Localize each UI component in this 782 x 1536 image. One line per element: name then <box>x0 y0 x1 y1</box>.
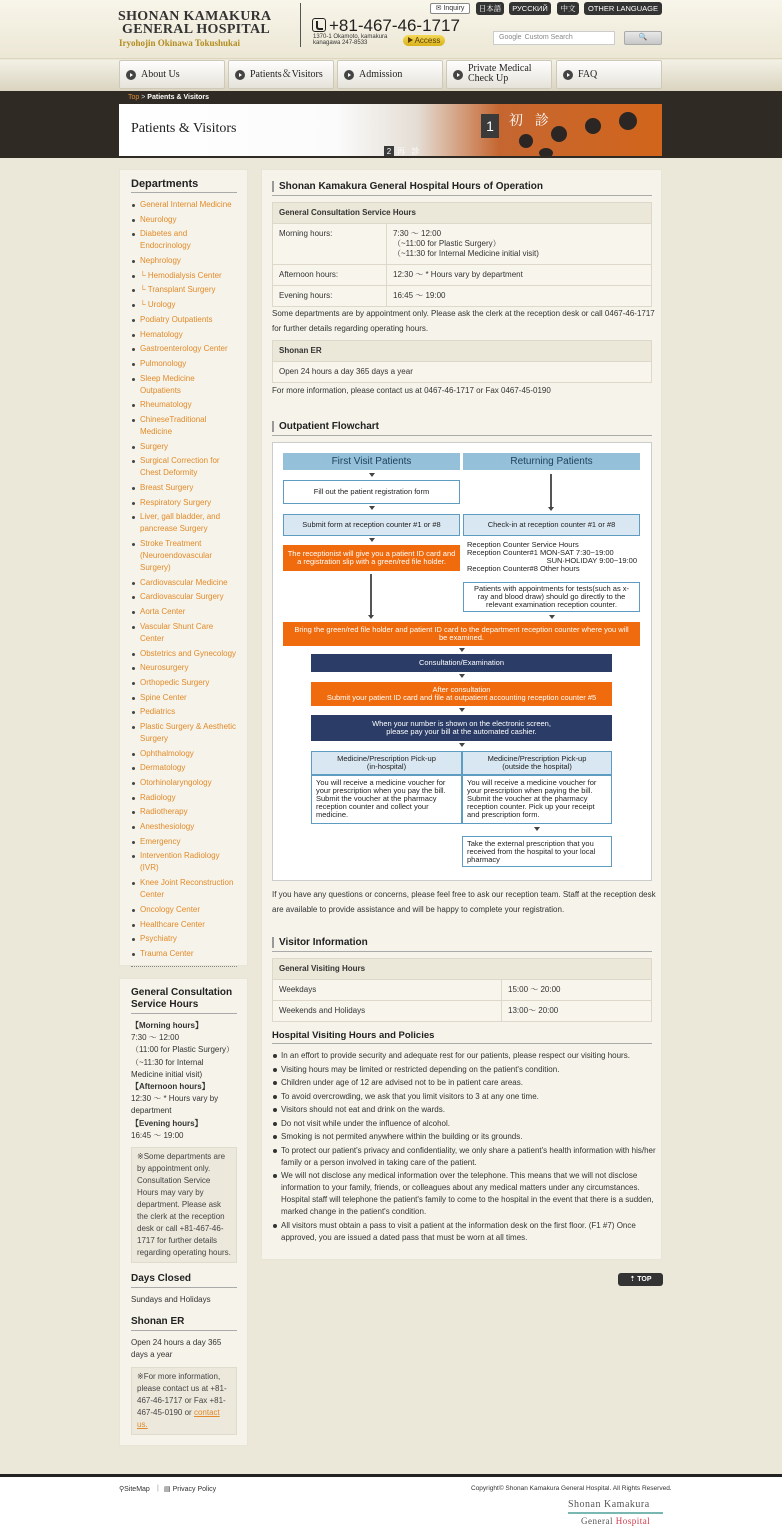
morning-note1: （~11:00 for Plastic Surgery） <box>393 239 501 248</box>
page-title: Patients & Visitors <box>131 121 237 136</box>
lang-other[interactable]: OTHER LANGUAGE <box>584 2 662 15</box>
search-placeholder: Custom Search <box>524 34 573 41</box>
pickup-out-text: You will receive a medicine voucher for your prescription when paying the bill. Submit the voucher at the pharmacy reception counter. Pick up your receipt and prescription form. <box>462 775 612 824</box>
page-banner <box>0 91 782 158</box>
departments-box <box>119 169 248 966</box>
er-note-text: ※For more information, please contact us at +81-467-46-1717 or Fax +81-467-45-0190 or <box>137 1371 227 1417</box>
nav-admission[interactable] <box>337 60 443 89</box>
er-text: Open 24 hours a day 365 days a year <box>131 1338 222 1360</box>
table-row <box>273 224 652 265</box>
department-link[interactable]: Liver, gall bladder, and pancrease Surgery <box>131 511 237 535</box>
search-brand: Google <box>499 34 522 41</box>
pay-bill-line1: When your number is shown on the electronic screen, <box>372 719 551 728</box>
arrow-down-icon <box>459 708 465 712</box>
arrow-down-icon <box>369 538 375 542</box>
visitor-section-title: Visitor Information <box>272 937 652 948</box>
department-link[interactable]: Orthopedic Surgery <box>131 677 237 689</box>
department-link[interactable]: Aorta Center <box>131 606 237 618</box>
department-link[interactable]: Trauma Center <box>131 948 237 960</box>
policy-item: To avoid overcrowding, we ask that you limit visitors to 3 at any one time. <box>272 1091 656 1103</box>
nav-label <box>468 64 532 84</box>
sitemap-icon: ⚲ <box>119 1486 125 1493</box>
afternoon-time: 12:30 ～ * Hours vary by department <box>131 1094 219 1116</box>
fill-form-box: Fill out the patient registration form <box>283 480 460 504</box>
weekends-value: 13:00～ 20:00 <box>502 1001 652 1022</box>
policy-item: Smoking is not permited anywhere within the building or its grounds. <box>272 1131 656 1143</box>
morning-note1: （11:00 for Plastic Surgery） <box>131 1045 235 1055</box>
site-footer <box>0 1474 782 1536</box>
department-link[interactable]: Obstetrics and Gynecology <box>131 648 237 660</box>
receptionist-box: The receptionist will give you a patient ID card and a registration slip with a green/red file holder. <box>283 545 460 571</box>
nav-label-line1: Private Medical <box>468 63 532 74</box>
departments-list <box>131 199 237 960</box>
back-to-top-button[interactable] <box>618 1273 663 1286</box>
department-link[interactable]: Otorhinolaryngology <box>131 777 237 789</box>
table-row <box>273 980 652 1001</box>
sign-number-2: 2 <box>384 146 394 156</box>
appointment-note: Some departments are by appointment only. Please ask the clerk at the reception desk or call 0467-46-1717 for further details regarding operating hours. <box>272 309 655 333</box>
header-divider <box>300 3 301 47</box>
arrow-down-icon <box>459 674 465 678</box>
department-link[interactable]: Healthcare Center <box>131 919 237 931</box>
department-link[interactable]: └ Hemodialysis Center <box>131 270 237 282</box>
main-content <box>261 169 662 1260</box>
department-link[interactable]: Oncology Center <box>131 904 237 916</box>
department-link[interactable]: └ Urology <box>131 299 237 311</box>
ceiling-light <box>539 148 553 156</box>
table-row <box>273 362 652 383</box>
pickup-in-text: You will receive a medicine voucher for your prescription when you pay the bill. Submit the voucher at the pharmacy reception counter and collect your medicine. <box>311 775 462 824</box>
site-header <box>0 0 782 59</box>
afternoon-label-cell: Afternoon hours: <box>273 265 387 286</box>
arrow-down-icon <box>459 648 465 652</box>
pickup-out-line2: (outside the hospital) <box>502 762 572 771</box>
checkin-box: Check-in at reception counter #1 or #8 <box>463 514 640 536</box>
inquiry-button[interactable] <box>430 3 470 14</box>
nav-label: FAQ <box>578 69 598 80</box>
arrow-down-icon <box>459 743 465 747</box>
table-row <box>273 265 652 286</box>
department-link[interactable]: Knee Joint Reconstruction Center <box>131 877 237 901</box>
lang-russian[interactable]: РУССКИЙ <box>509 2 551 15</box>
submit-form-box: Submit form at reception counter #1 or #8 <box>283 514 460 536</box>
department-link[interactable]: General Internal Medicine <box>131 199 237 211</box>
department-link[interactable]: Cardiovascular Medicine <box>131 577 237 589</box>
arrow-circle-icon <box>563 70 573 80</box>
evening-time: 16:45 ～ 19:00 <box>131 1130 184 1140</box>
policies-list <box>272 1050 656 1245</box>
inquiry-label: Inquiry <box>443 5 465 12</box>
nav-label: Admission <box>359 69 403 80</box>
policies-title: Hospital Visiting Hours and Policies <box>272 1030 652 1044</box>
contact-us-link[interactable]: contact us. <box>137 1407 220 1429</box>
er-table <box>272 340 652 383</box>
external-pharmacy-box: Take the external prescription that you received from the hospital to your local pharmacy <box>462 836 612 867</box>
department-link[interactable]: Dermatology <box>131 762 237 774</box>
weekends-label: Weekends and Holidays <box>273 1001 502 1022</box>
contact-text: For more information, please contact us at 0467-46-1717 or Fax 0467-45-0190 <box>272 386 551 395</box>
department-link[interactable]: Neurosurgery <box>131 662 237 674</box>
ceiling-light <box>585 118 601 134</box>
morning-note2: （~11:30 for Internal Medicine initial visit) <box>393 249 539 258</box>
nav-faq[interactable] <box>556 60 662 89</box>
breadcrumb-top-link[interactable]: Top <box>128 94 140 101</box>
evening-label-cell: Evening hours: <box>273 286 387 307</box>
pickup-in-line1: Medicine/Prescription Pick-up <box>337 754 436 763</box>
policy-item: Children under age of 12 are advised not to be in patient care areas. <box>272 1077 656 1089</box>
morning-value-cell <box>387 224 652 265</box>
counter-hours-line2: Reception Counter#1 MON-SAT 7:30~19:00 <box>467 548 614 557</box>
nav-label-line2: Check Up <box>468 73 509 84</box>
up-arrow-icon: ⇡ <box>629 1276 636 1283</box>
evening-value-cell: 16:45 ～ 19:00 <box>387 286 652 307</box>
nav-patients-visitors[interactable] <box>228 60 334 89</box>
dotted-divider <box>131 966 237 967</box>
sitemap-label: SiteMap <box>124 1486 150 1493</box>
arrow-down-icon <box>548 507 554 511</box>
department-link[interactable]: Ophthalmology <box>131 748 237 760</box>
policy-item: Do not visit while under the influence of alcohol. <box>272 1118 656 1130</box>
ceiling-light <box>519 134 533 148</box>
policy-item: In an effort to provide security and adequate rest for our patients, please respect our visiting hours. <box>272 1050 656 1062</box>
arrow-down-icon <box>369 473 375 477</box>
address <box>313 34 403 46</box>
counter-hours-box <box>465 540 643 578</box>
sign-text-2: 再 診 <box>397 147 422 156</box>
nav-private-medical-check-up[interactable] <box>446 60 552 89</box>
after-consultation-box <box>311 682 612 706</box>
ceiling-light <box>619 112 637 130</box>
department-link[interactable]: Surgical Correction for Chest Deformity <box>131 455 237 479</box>
address-line1: 1370-1 Okamoto, kamakura <box>313 34 388 40</box>
afternoon-label: 【Afternoon hours】 <box>131 1082 210 1092</box>
flow-line <box>370 574 372 616</box>
department-link[interactable]: Radiotherapy <box>131 806 237 818</box>
flowchart-note: If you have any questions or concerns, please feel free to ask our reception team. Staff at the reception desk are available to provide assistance and will be happy to complete your registration. <box>272 890 656 914</box>
sitemap-link[interactable] <box>119 1485 150 1493</box>
footer-logo-hospital: Hospital <box>615 1516 651 1526</box>
phone-icon <box>312 18 326 32</box>
pay-bill-box <box>311 715 612 741</box>
consultation-box: Consultation/Examination <box>311 654 612 672</box>
er-title: Shonan ER <box>131 1316 237 1331</box>
pay-bill-line2: please pay your bill at the automated cashier. <box>386 727 537 736</box>
days-closed-title: Days Closed <box>131 1273 237 1288</box>
hours-box <box>119 978 248 1446</box>
banner-image <box>119 104 662 156</box>
hours-title: General Consultation Service Hours <box>131 987 237 1014</box>
department-link[interactable]: Rheumatology <box>131 399 237 411</box>
departments-title: Departments <box>131 178 237 193</box>
returning-header: Returning Patients <box>463 453 640 470</box>
department-link[interactable]: Gastroenterology Center <box>131 343 237 355</box>
arrow-circle-icon <box>235 70 245 80</box>
first-visit-header: First Visit Patients <box>283 453 460 470</box>
policy-item: To protect our patient's privacy and confidentiality, we only share a patient's health information with his/her family or a person involved in taking care of the patient. <box>272 1145 656 1169</box>
arrow-circle-icon <box>453 70 463 80</box>
counter-hours-line3: SUN·HOLIDAY 9:00~19:00 <box>546 556 637 565</box>
visiting-table-header: General Visiting Hours <box>273 959 652 980</box>
copyright: Copyright© Shonan Kamakura General Hospital. All Rights Reserved. <box>471 1485 672 1492</box>
footer-divider: | <box>157 1485 159 1492</box>
tests-note-box: Patients with appointments for tests(such as x-ray and blood draw) should go directly to the relevant examination reception counter. <box>463 582 640 612</box>
counter-hours-line4: Reception Counter#8 Other hours <box>467 564 580 573</box>
hours-section-title: Shonan Kamakura General Hospital Hours of Operation <box>272 181 652 192</box>
arrow-down-icon <box>368 615 374 619</box>
department-link[interactable]: Respiratory Surgery <box>131 497 237 509</box>
address-line2: kanagawa 247-8533 <box>313 40 368 46</box>
department-link[interactable]: Psychiatry <box>131 933 237 945</box>
phone-number <box>312 16 460 36</box>
mail-icon: ✉ <box>435 5 442 12</box>
policy-item: All visitors must obtain a pass to visit a patient at the information desk on the first floor. (F1 #7) Once approved, you are issued a dated pass that must be worn at all times. <box>272 1220 656 1244</box>
main-nav <box>0 60 782 91</box>
department-link[interactable]: Stroke Treatment (Neuroendovascular Surgery) <box>131 538 237 574</box>
hospital-logo[interactable] <box>118 11 278 48</box>
morning-note2: （~11:30 for Internal Medicine initial visit) <box>131 1057 204 1079</box>
arrow-down-icon <box>534 827 540 831</box>
privacy-label: Privacy Policy <box>172 1486 217 1493</box>
department-link[interactable]: Surgery <box>131 441 237 453</box>
visiting-hours-table <box>272 958 652 1022</box>
weekdays-value: 15:00 ～ 20:00 <box>502 980 652 1001</box>
arrow-circle-icon <box>126 70 136 80</box>
morning-label-cell: Morning hours: <box>273 224 387 265</box>
footer-logo-line1: Shonan Kamakura <box>568 1499 663 1514</box>
department-link[interactable]: Pulmonology <box>131 358 237 370</box>
pickup-in-line2: (in-hospital) <box>366 762 407 771</box>
bring-holder-box: Bring the green/red file holder and patient ID card to the department reception counter where you will be examined. <box>283 622 640 646</box>
department-link[interactable]: Hematology <box>131 329 237 341</box>
access-label: Access <box>414 36 441 45</box>
pickup-out-header <box>462 751 612 775</box>
pickup-in-header <box>311 751 462 775</box>
days-closed-text: Sundays and Holidays <box>131 1295 211 1305</box>
er-note <box>131 1367 237 1435</box>
afternoon-value-cell: 12:30 ～ * Hours vary by department <box>387 265 652 286</box>
hours-table-header: General Consultation Service Hours <box>273 203 652 224</box>
logo-line1: SHONAN KAMAKURA <box>118 9 272 24</box>
nav-label: Patients＆Visitors <box>250 69 323 80</box>
department-link[interactable]: Radiology <box>131 792 237 804</box>
footer-logo-line2 <box>568 1516 663 1526</box>
sidebar <box>119 169 248 1458</box>
flowchart-section-title: Outpatient Flowchart <box>272 421 652 432</box>
search-button[interactable] <box>624 31 662 45</box>
pickup-out-line1: Medicine/Prescription Pick-up <box>487 754 587 763</box>
footer-logo-general: General <box>581 1516 616 1526</box>
department-link[interactable]: Anesthesiology <box>131 821 237 833</box>
footer-logo <box>568 1499 663 1535</box>
er-table-header: Shonan ER <box>273 341 652 362</box>
department-link[interactable]: Cardiovascular Surgery <box>131 591 237 603</box>
ceiling-light <box>551 126 567 142</box>
morning-value: 7:30 ～ 12:00 <box>393 229 442 238</box>
hours-table <box>272 202 652 307</box>
policy-item: Visitors should not eat and drink on the wards. <box>272 1104 656 1116</box>
policy-item: Visiting hours may be limited or restricted depending on the patient's condition. <box>272 1064 656 1076</box>
lang-chinese[interactable]: 中文 <box>557 2 579 15</box>
department-link[interactable]: └ Transplant Surgery <box>131 284 237 296</box>
morning-time: 7:30 ～ 12:00 <box>131 1033 180 1043</box>
arrow-circle-icon <box>344 70 354 80</box>
top-label: TOP <box>637 1276 652 1283</box>
department-link[interactable]: Emergency <box>131 836 237 848</box>
table-row <box>273 1001 652 1022</box>
nav-label: About Us <box>141 69 180 80</box>
er-table-text: Open 24 hours a day 365 days a year <box>273 362 652 383</box>
sign-text: 初 診 <box>509 112 553 128</box>
breadcrumb <box>128 94 209 101</box>
department-link[interactable]: Podiatry Outpatients <box>131 314 237 326</box>
morning-label: 【Morning hours】 <box>131 1021 203 1030</box>
hours-details <box>131 1020 237 1142</box>
play-arrow-icon <box>408 37 413 43</box>
arrow-down-icon <box>549 615 555 619</box>
department-link[interactable]: Diabetes and Endocrinology <box>131 228 237 252</box>
department-link[interactable]: Neurology <box>131 214 237 226</box>
hours-note: ※Some departments are by appointment only. Consultation Service Hours may vary by department. Please ask the clerk at the reception desk or call +81-467-46-1717 for further details regarding operating hours. <box>131 1147 237 1263</box>
logo-line3: Iryohojin Okinawa Tokushukai <box>119 38 241 48</box>
lang-japanese[interactable]: 日本語 <box>476 2 504 15</box>
document-icon: ▤ <box>164 1486 171 1493</box>
arrow-down-icon <box>369 506 375 510</box>
policy-item: We will not disclose any medical information over the telephone. This means that we will not disclose information to your family, friends, or colleagues about any medical matters under any circumstances. Hospital staff will telephone the patient's family to come to the hospital in the event that there is a sudden, marked change in the patient's condition. <box>272 1170 656 1218</box>
weekdays-label: Weekdays <box>273 980 502 1001</box>
outpatient-flowchart <box>272 442 652 881</box>
nav-about-us[interactable] <box>119 60 225 89</box>
search-input[interactable] <box>493 31 615 45</box>
after-consultation-line2: Submit your patient ID card and file at outpatient accounting reception counter #5 <box>326 693 597 702</box>
search-icon: 🔍 <box>638 34 648 41</box>
counter-hours-line1: Reception Counter Service Hours <box>467 540 579 549</box>
access-button[interactable] <box>403 35 445 46</box>
department-link[interactable]: ChineseTraditional Medicine <box>131 414 237 438</box>
phone-text: +81-467-46-1717 <box>329 16 460 35</box>
department-link[interactable]: Breast Surgery <box>131 482 237 494</box>
privacy-policy-link[interactable] <box>164 1485 216 1493</box>
sign-number: 1 <box>481 114 499 138</box>
breadcrumb-separator: > <box>141 94 146 101</box>
flow-line <box>550 474 552 508</box>
after-consultation-line1: After consultation <box>432 685 491 694</box>
department-link[interactable]: Nephrology <box>131 255 237 267</box>
department-link[interactable]: Vascular Shunt Care Center <box>131 621 237 645</box>
evening-label: 【Evening hours】 <box>131 1118 203 1128</box>
logo-line2: GENERAL HOSPITAL <box>122 22 271 37</box>
department-link[interactable]: Plastic Surgery & Aesthetic Surgery <box>131 721 237 745</box>
breadcrumb-current: Patients & Visitors <box>147 94 210 101</box>
department-link[interactable]: Sleep Medicine Outpatients <box>131 373 237 397</box>
department-link[interactable]: Intervention Radiology (IVR) <box>131 850 237 874</box>
department-link[interactable]: Pediatrics <box>131 706 237 718</box>
department-link[interactable]: Spine Center <box>131 692 237 704</box>
table-row <box>273 286 652 307</box>
